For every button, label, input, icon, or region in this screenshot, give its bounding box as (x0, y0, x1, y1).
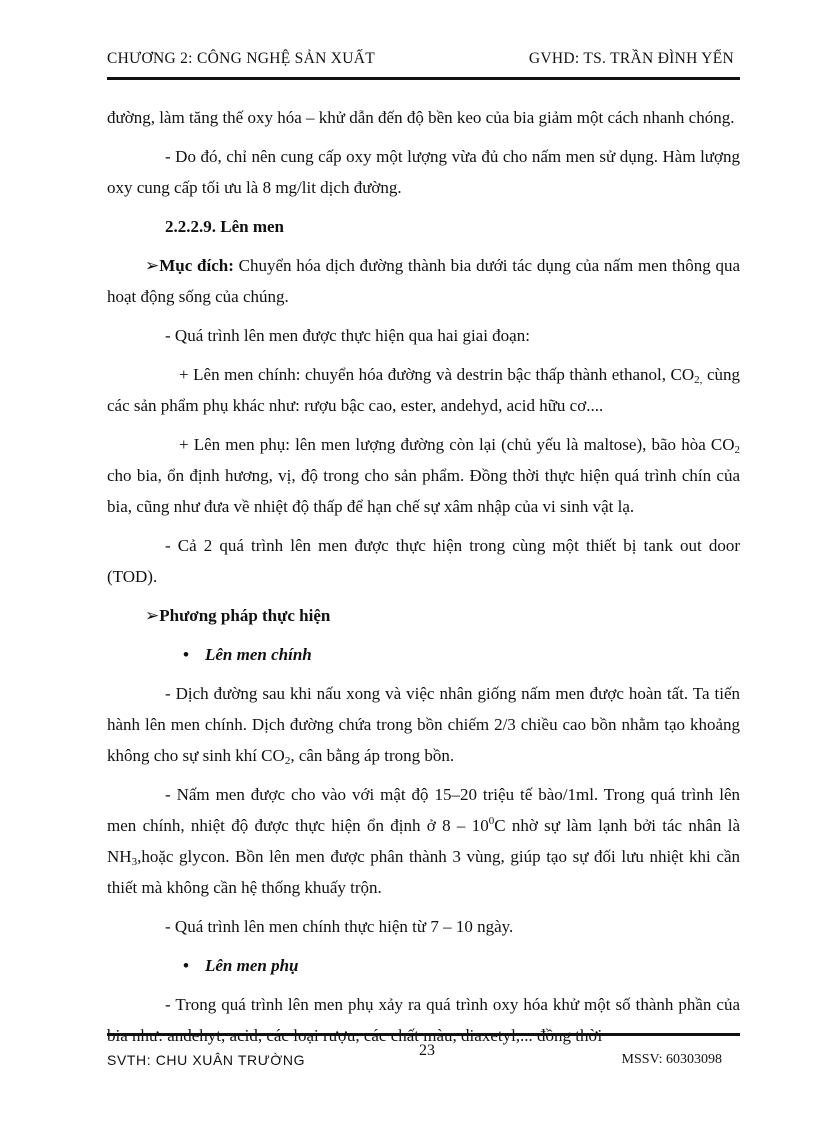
paragraph-continuation: đường, làm tăng thế oxy hóa – khử dẫn đến độ bền keo của bia giảm một cách nhanh chóng. (107, 108, 735, 127)
arrow-icon: ➢ (145, 256, 160, 275)
header-supervisor: GVHD: TS. TRẦN ĐÌNH YẾN (528, 50, 734, 67)
paragraph-tod: - Cả 2 quá trình lên men được thực hiện trong cùng một thiết bị tank out door (TOD). (107, 536, 740, 586)
purpose-label: Mục đích: (159, 256, 234, 275)
paragraph-main-fermentation: + Lên men chính: chuyển hóa đường và destrin bậc thấp thành ethanol, $CO_{2,}$ cùng các sản phẩm phụ khác như: rượu bậc cao, ester, andehyd, acid hữu cơ.... (107, 365, 741, 415)
method-label: Phương pháp thực hiện (159, 606, 331, 625)
paragraph-oxidation: - Trong quá trình lên men phụ xảy ra quá trình oxy hóa khử một số thành phần của (165, 995, 740, 1014)
page-header (107, 50, 740, 72)
paragraph-yeast-density: - Nấm men được cho vào với mật độ 15–20 triệu tế bào/1ml. Trong quá trình lên men chính, nhiệt độ được thực hiện ổn định ở $8 - 10^0C$ nhờ sự làm lạnh bởi tác nhân là $NH_3,hoặc$ glycon. Bồn lên men được phân thành 3 vùng, giúp tạo sự đối lưu nhiệt khi cần thiết mà không cần hệ thống khuấy trộn. (107, 785, 740, 897)
paragraph-wort-tank: - Dịch đường sau khi nấu xong và việc nhân giống nấm men được hoàn tất. Ta tiến hành lên men chính. Dịch đường chứa trong bồn chiếm 2/3 chiều cao bồn nhằm tạo khoảng không cho sự sinh khí $CO_2$, cân bằng áp trong bồn. (107, 684, 740, 767)
page-body (107, 102, 740, 1059)
bullet-icon: • (183, 645, 189, 664)
purpose-paragraph (107, 250, 740, 312)
method-heading (107, 600, 740, 631)
footer-student: SVTH: CHU XUÂN TRƯỜNG (107, 1052, 306, 1068)
paragraph-stages: - Quá trình lên men được thực hiện qua hai giai đoạn: (165, 326, 530, 345)
section-heading: 2.2.2.9. Lên men (165, 217, 284, 236)
header-rule (107, 77, 740, 80)
bullet-main-fermentation: • Lên men chính (107, 639, 740, 670)
footer-rule (107, 1033, 740, 1036)
header-chapter-title: CHƯƠNG 2: CÔNG NGHỆ SẢN XUẤT (107, 50, 375, 67)
paragraph-secondary-fermentation: + Lên men phụ: lên men lượng đường còn lại (chủ yếu là maltose), bão hòa $CO_2$ cho bia, ổn định hương, vị, độ trong cho sản phẩm. Đồng thời thực hiện quá trình chín của bia, cũng như đưa về nhiệt độ thấp để hạn chế sự xâm nhập của vi sinh vật lạ. (107, 435, 740, 516)
paragraph-oxygen: - Do đó, chỉ nên cung cấp oxy một lượng vừa đủ cho nấm men sử dụng. Hàm lượng oxy cung cấp tối ưu là 8 mg/lit dịch đường. (107, 147, 740, 197)
page-footer (107, 1042, 740, 1072)
bullet-secondary-fermentation: • Lên men phụ (107, 950, 740, 981)
purpose-text: Chuyển hóa dịch đường thành bia dưới tác dụng của nấm men thông qua hoạt động sống của chúng. (107, 256, 740, 306)
paragraph-duration: - Quá trình lên men chính thực hiện từ 7 – 10 ngày. (165, 917, 514, 936)
arrow-icon: ➢ (145, 606, 160, 625)
page-number: 23 (419, 1042, 435, 1059)
bullet-icon: • (183, 956, 189, 975)
footer-student-id: MSSV: 60303098 (621, 1052, 722, 1067)
